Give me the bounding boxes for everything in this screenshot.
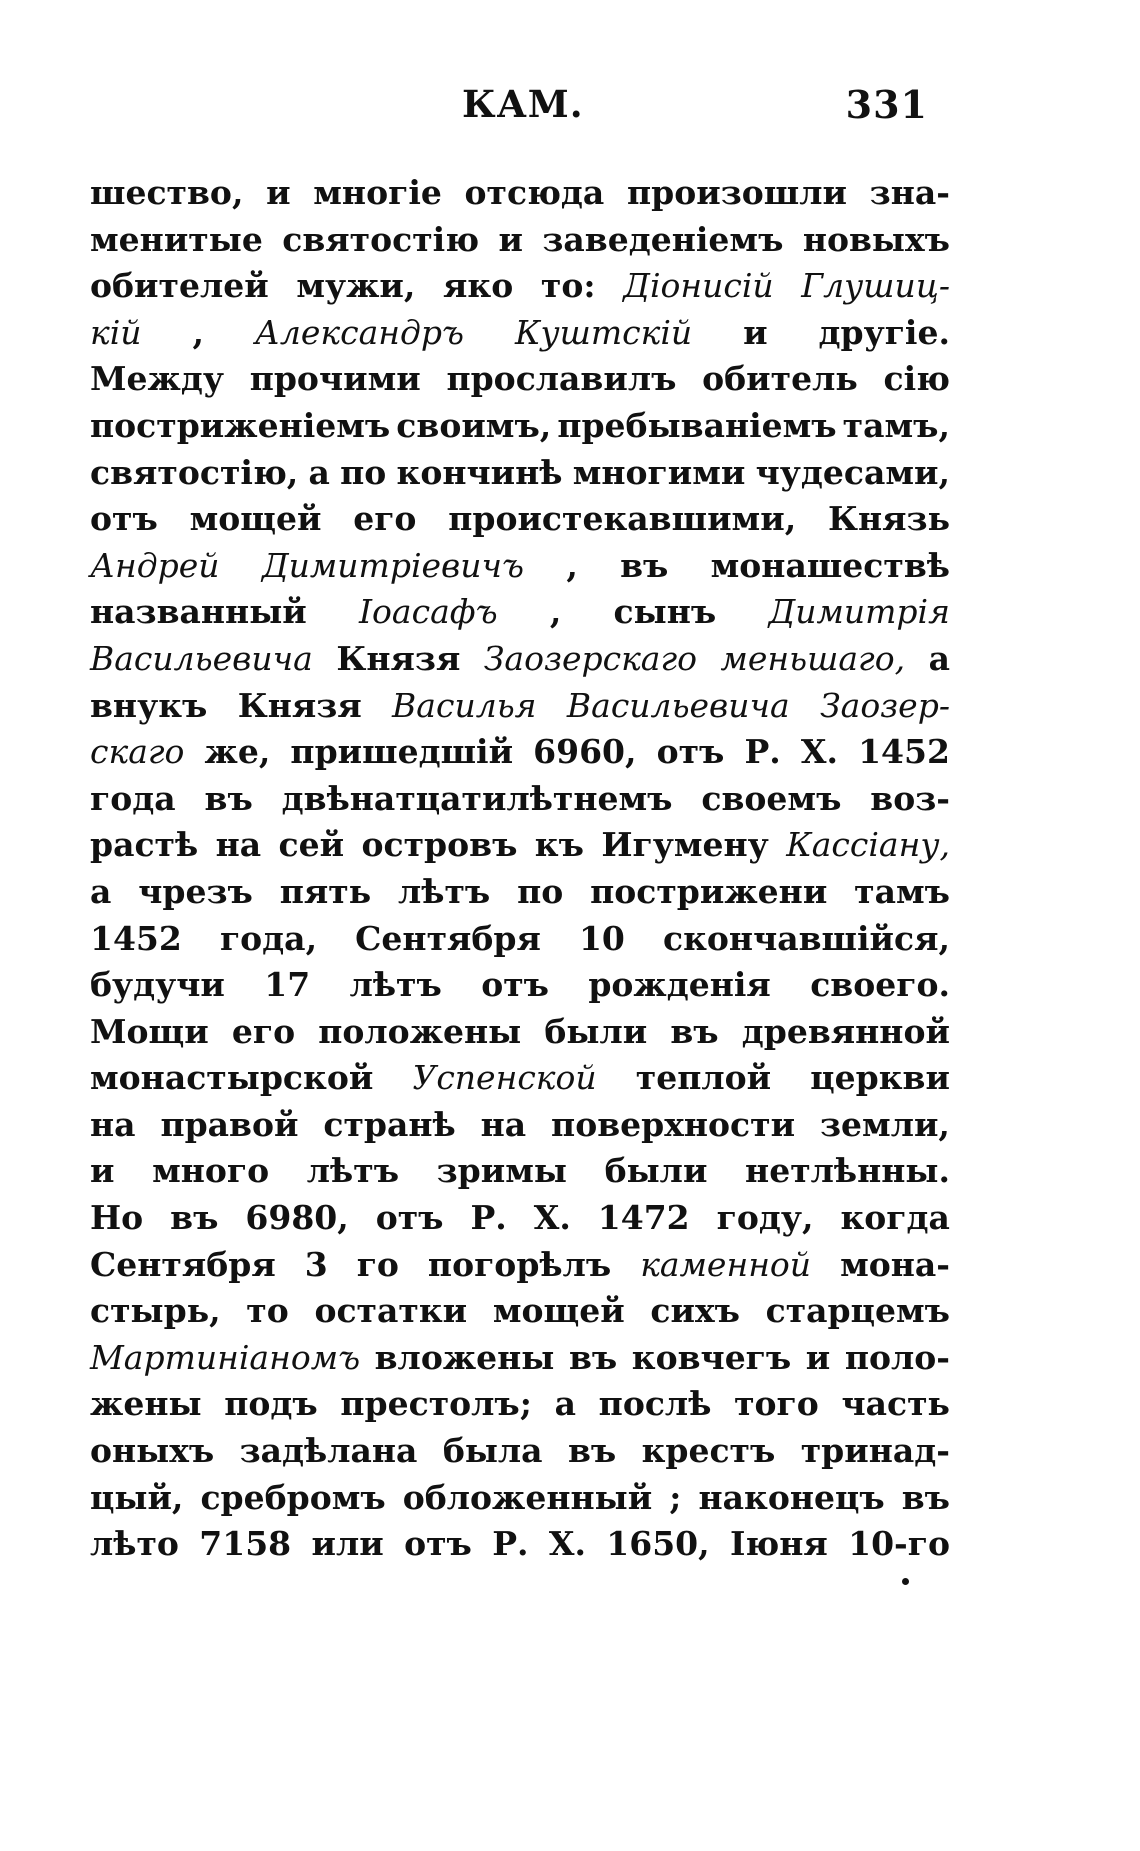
word: 1472 [597, 1198, 690, 1238]
word: Р. [470, 1198, 507, 1238]
word: двѣнатцатилѣтнемъ [281, 778, 673, 818]
word: , [566, 545, 578, 585]
word: растѣ [90, 825, 199, 865]
word: въ [204, 778, 253, 818]
word: году, [716, 1198, 814, 1238]
word: задѣлана [239, 1431, 418, 1471]
text-line [90, 1381, 950, 1428]
word: сребромъ [200, 1477, 386, 1517]
word: Р. [492, 1524, 529, 1564]
text-line [90, 217, 950, 264]
word: 6960, [533, 732, 637, 772]
running-head [90, 82, 950, 132]
word: его [231, 1011, 296, 1051]
text-line [90, 1148, 950, 1195]
word: Князя [336, 638, 461, 678]
word: часть [841, 1384, 950, 1424]
word: каменной [640, 1244, 812, 1284]
word: лѣтъ [397, 871, 491, 911]
word: другіе. [818, 312, 950, 352]
word: монашествѣ [710, 545, 950, 585]
word: къ [534, 825, 584, 865]
word: пять [279, 871, 372, 911]
running-head-title: КАМ. [462, 82, 584, 126]
word: стырь, [90, 1291, 221, 1331]
word: прочими [249, 359, 421, 399]
word: святостію [282, 219, 480, 259]
text-line [90, 1102, 950, 1149]
word: ковчегъ [631, 1337, 792, 1377]
word: Игумену [601, 825, 769, 865]
word: Александръ [254, 312, 465, 352]
word: тамъ, [842, 405, 950, 445]
word: меньшаго, [720, 638, 906, 678]
word: мощей [492, 1291, 625, 1331]
body-text [90, 170, 950, 1568]
word: года [90, 778, 176, 818]
word: по [340, 452, 387, 492]
text-line [90, 589, 950, 636]
word: въ [901, 1477, 950, 1517]
word: пришедшій [290, 732, 514, 772]
word: 10 [578, 918, 625, 958]
word: и [805, 1337, 831, 1377]
word: а [554, 1384, 576, 1424]
text-line [90, 496, 950, 543]
word: Князя [237, 685, 362, 725]
word: когда [840, 1198, 950, 1238]
text-line [90, 916, 950, 963]
word: многими [572, 452, 746, 492]
word: новыхъ [802, 219, 950, 259]
word: яко [443, 266, 514, 306]
word: погорѣлъ [427, 1244, 612, 1284]
word: 1452 [90, 918, 182, 958]
word: пребываніемъ [557, 405, 837, 445]
word: на [215, 825, 262, 865]
word: Васильевича [90, 638, 313, 678]
word: Димитріевичъ [261, 545, 525, 585]
word: 3 [304, 1244, 328, 1284]
word: тринад- [800, 1431, 950, 1471]
word: его [353, 499, 417, 539]
text-line [90, 1009, 950, 1056]
word: шество, [90, 173, 244, 212]
word: въ [568, 1337, 618, 1377]
word: заведеніемъ [542, 219, 784, 259]
word: много [152, 1151, 270, 1191]
word: поверхности [551, 1104, 796, 1144]
word: 17 [264, 965, 311, 1005]
word: были [604, 1151, 708, 1191]
word: проистекавшими, [448, 499, 797, 539]
text-line [90, 962, 950, 1009]
word: церкви [810, 1058, 950, 1098]
word: , [192, 312, 204, 352]
word: Діонисій [623, 266, 774, 306]
word: Димитрія [768, 592, 950, 632]
word: сынъ [613, 592, 717, 632]
word: положены [318, 1011, 522, 1051]
word: мужи, [296, 266, 416, 306]
word: года, [219, 918, 318, 958]
text-line [90, 543, 950, 590]
text-line [90, 1521, 950, 1568]
word: лѣтъ [349, 965, 442, 1005]
word: лѣто [90, 1524, 179, 1564]
word: Мощи [90, 1011, 209, 1051]
word: то: [540, 266, 596, 306]
text-line [90, 1055, 950, 1102]
word: своимъ, [396, 405, 552, 445]
text-line [90, 636, 950, 683]
word: го [356, 1244, 399, 1284]
word: сей [278, 825, 345, 865]
word: пострижени [590, 871, 828, 911]
text-line [90, 450, 950, 497]
word: поло- [844, 1337, 950, 1377]
word: прославилъ [446, 359, 677, 399]
word: скончавшійся, [663, 918, 950, 958]
word: наконецъ [698, 1477, 885, 1517]
word: скаго [90, 732, 185, 772]
word: 10-го [848, 1524, 950, 1564]
word: Князь [827, 499, 950, 539]
word: а [90, 871, 112, 911]
word: воз- [870, 778, 950, 818]
word: Х. [548, 1524, 586, 1564]
word: Андрей [90, 545, 220, 585]
word: теплой [635, 1058, 772, 1098]
text-line [90, 1475, 950, 1522]
text-line [90, 869, 950, 916]
word: на [90, 1104, 136, 1144]
text-line [90, 1288, 950, 1335]
word: отъ [404, 1524, 472, 1564]
word: земли, [819, 1104, 950, 1144]
text-line [90, 822, 950, 869]
word: подъ [224, 1384, 318, 1424]
word: нетлѣнны. [745, 1151, 950, 1191]
word: кончинѣ [396, 452, 563, 492]
ink-speck [902, 1578, 909, 1585]
word: мощей [189, 499, 322, 539]
word: обитель [702, 359, 858, 399]
text-line [90, 1428, 950, 1475]
text-line [90, 403, 950, 450]
word: Успенской [412, 1058, 597, 1098]
word: внукъ [90, 685, 208, 725]
text-line [90, 170, 950, 217]
word: Между [90, 359, 224, 399]
word: Сентября [355, 918, 541, 958]
word: остатки [314, 1291, 468, 1331]
word: и [266, 173, 291, 212]
word: то [246, 1291, 289, 1331]
word: того [734, 1384, 819, 1424]
word: будучи [90, 965, 225, 1005]
word: или [311, 1524, 384, 1564]
word: обложенный [402, 1477, 653, 1517]
word: вложены [374, 1337, 555, 1377]
text-line [90, 263, 950, 310]
word: Глушиц- [801, 266, 950, 306]
word: Іоасафъ [359, 592, 498, 632]
text-line [90, 729, 950, 776]
word: Заозерскаго [483, 638, 698, 678]
word: въ [670, 1011, 719, 1051]
word: Х. [533, 1198, 571, 1238]
word: Васильевича [566, 685, 790, 725]
word: же, [204, 732, 271, 772]
word: отъ [90, 499, 158, 539]
word: Р. [744, 732, 781, 772]
word: святостію, [90, 452, 299, 492]
word: монастырской [90, 1058, 374, 1098]
word: Василья [392, 685, 537, 725]
word: 1452 [858, 732, 950, 772]
word: Но [90, 1198, 144, 1238]
word: менитые [90, 219, 263, 259]
word: странѣ [323, 1104, 456, 1144]
word: островъ [361, 825, 518, 865]
text-line [90, 683, 950, 730]
word: рожденія [588, 965, 771, 1005]
word: зримы [436, 1151, 567, 1191]
word: своемъ [701, 778, 842, 818]
word: и [743, 312, 768, 352]
word: на [480, 1104, 527, 1144]
word: престолъ; [340, 1384, 532, 1424]
word: жены [90, 1384, 202, 1424]
word: чудесами, [755, 452, 950, 492]
word: Х. [800, 732, 838, 772]
word: Іюня [729, 1524, 828, 1564]
page-number: 331 [845, 82, 928, 127]
word: оныхъ [90, 1431, 215, 1471]
word: 6980, [245, 1198, 349, 1238]
word: Заозер- [820, 685, 950, 725]
text-line [90, 1335, 950, 1382]
word: и [498, 219, 523, 259]
word: отъ [481, 965, 549, 1005]
word: Мартиніаномъ [90, 1337, 361, 1377]
word: древянной [741, 1011, 950, 1051]
word: а [928, 638, 950, 678]
word: правой [160, 1104, 299, 1144]
word: отъ [656, 732, 725, 772]
word: многіе [313, 173, 442, 212]
word: зна- [869, 173, 950, 212]
word: отсюда [464, 173, 605, 212]
word: была [442, 1431, 543, 1471]
word: 1650, [606, 1524, 710, 1564]
word: отъ [375, 1198, 444, 1238]
word: цый, [90, 1477, 184, 1517]
word: произошли [626, 173, 847, 212]
word: Куштскій [514, 312, 693, 352]
word: обителей [90, 266, 269, 306]
text-line [90, 310, 950, 357]
text-line [90, 1242, 950, 1289]
word: кій [90, 312, 142, 352]
word: старцемъ [765, 1291, 950, 1331]
text-line [90, 1195, 950, 1242]
word: Кассіану, [786, 825, 950, 865]
text-line [90, 776, 950, 823]
word: въ [170, 1198, 219, 1238]
word: 7158 [199, 1524, 292, 1564]
word: и [90, 1151, 115, 1191]
word: Сентября [90, 1244, 276, 1284]
word: а [308, 452, 330, 492]
word: послѣ [598, 1384, 712, 1424]
word: своего. [810, 965, 950, 1005]
word: постриженіемъ [90, 405, 391, 445]
word: были [544, 1011, 648, 1051]
text-line [90, 356, 950, 403]
word: мона- [840, 1244, 950, 1284]
word: тамъ [854, 871, 950, 911]
word: въ [567, 1431, 617, 1471]
word: , [549, 592, 562, 632]
word: чрезъ [138, 871, 253, 911]
word: ; [669, 1477, 682, 1517]
word: крестъ [641, 1431, 776, 1471]
word: по [517, 871, 564, 911]
word: названный [90, 592, 307, 632]
word: сію [883, 359, 950, 399]
word: сихъ [650, 1291, 740, 1331]
word: лѣтъ [306, 1151, 400, 1191]
word: въ [620, 545, 669, 585]
